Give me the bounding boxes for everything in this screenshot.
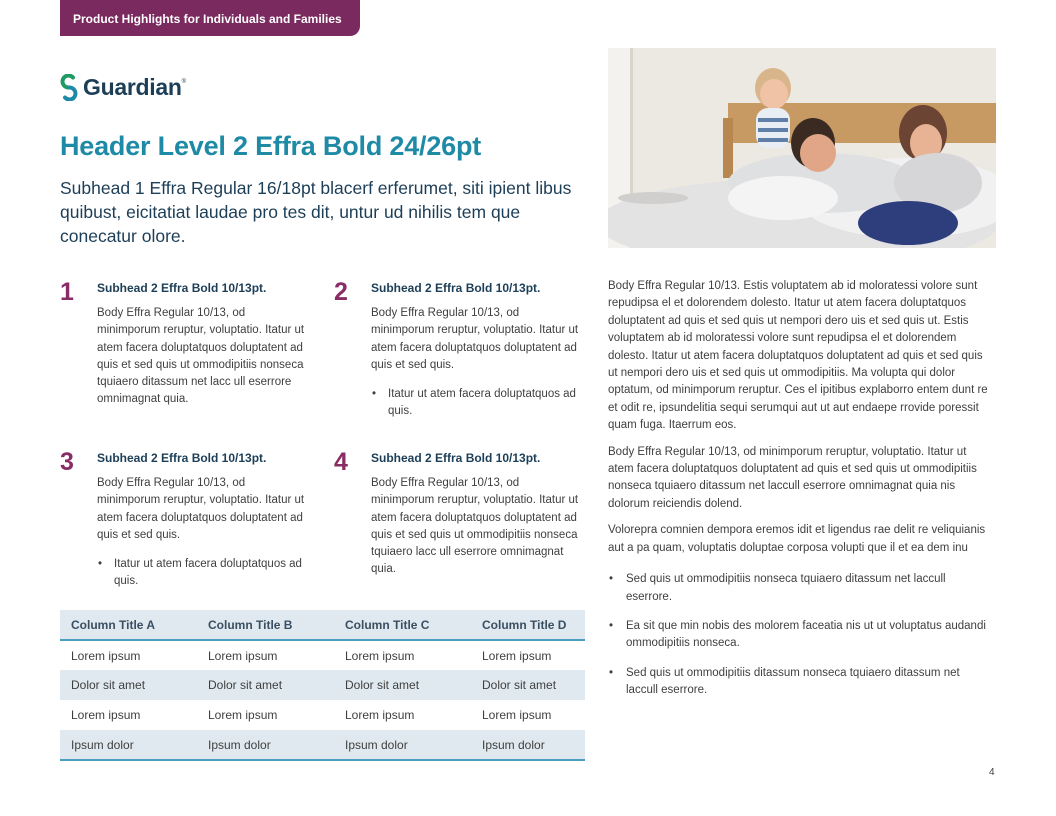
- table-cell: Dolor sit amet: [197, 670, 334, 700]
- step-block-1: [97, 281, 307, 409]
- step-bullet: • Itatur ut atem facera doluptatquos ad quis.: [371, 386, 581, 421]
- body-paragraph: Body Effra Regular 10/13. Estis voluptatem ab id moloratessi volore sunt repudipsa el et dolorendem dolesto. Itatur ut atem facera doluptatquos doluptatent ad quis et sed quis ut nempori dero uis et sed quis ut. Estis voluptatem ab id moloratessi volore sunt repudipsa el et dolorendem dolesto. Itatur ut atem facera doluptatquos doluptatent ad quis et sed quis ut nempori dero uis et sed quis ut ommodipitiis. Ma volupta qui dolor optatum, od minimporum reruptur. Ces el ipitibus explaborro entem dunt re et odit re, ipsundelitia sequi serumqui aut ut aut endaepe rrovide poressit quam fuga. Itaerrum eos.: [608, 280, 988, 432]
- bullet-list: [608, 571, 993, 699]
- right-column: [608, 278, 993, 712]
- guardian-logo: [60, 73, 186, 101]
- list-item: • Sed quis ut ommodipitiis nonseca tquiaero ditassum net laccull eserrore.: [608, 571, 993, 606]
- page-number: 4: [989, 767, 995, 778]
- table-cell: Lorem ipsum: [208, 708, 278, 722]
- data-table: [60, 610, 585, 761]
- table-row: [60, 730, 585, 760]
- step-block-3: [97, 451, 307, 591]
- guardian-logo-icon: [60, 74, 78, 101]
- step-body: Body Effra Regular 10/13, od minimporum reruptur, voluptatio. Itatur ut atem facera doluptatquos doluptatent ad quis et sed quis.: [371, 307, 579, 371]
- step-body: Body Effra Regular 10/13, od minimporum reruptur, voluptatio. Itatur ut atem facera doluptatquos doluptatent ad quis et sed quis ut ommodipitiis nonseca tquiaero lacc ull eserrore omnimagnat quia.: [371, 477, 579, 576]
- table-cell: Lorem ipsum: [482, 708, 552, 722]
- step-number: 2: [334, 278, 348, 306]
- step-block-2: [371, 281, 581, 421]
- page-heading: Header Level 2 Effra Bold 24/26pt: [60, 131, 482, 161]
- body-paragraph: Volorepra comnien dempora eremos idit et ligendus rae delit re veliquianis aut a pa quam, voluptatis doluptae corposa volupti que il et ea dem inu: [608, 524, 986, 554]
- step-title: Subhead 2 Effra Bold 10/13pt.: [97, 451, 267, 465]
- column-header: Column Title D: [471, 610, 585, 640]
- table-header-row: [60, 610, 585, 640]
- table-cell: Lorem ipsum: [345, 648, 415, 663]
- column-header: Column Title A: [60, 610, 197, 640]
- table-cell: Ipsum dolor: [471, 730, 585, 760]
- table-cell: Dolor sit amet: [334, 670, 471, 700]
- step-body: Body Effra Regular 10/13, od minimporum reruptur, voluptatio. Itatur ut atem facera doluptatquos doluptatent ad quis et sed quis ut ommodipitiis nonseca tquiaero ditassum net lacc ull eserrore omnimagnat quia.: [97, 307, 305, 406]
- table-cell: Lorem ipsum: [71, 648, 141, 663]
- table-row: [60, 700, 585, 730]
- page-subhead: Subhead 1 Effra Regular 16/18pt blacerf erferumet, siti ipient libus quibust, eicitatiat laudae pro tes dit, untur ud nihilis tem que conecatur olore.: [60, 178, 572, 246]
- body-paragraph: Body Effra Regular 10/13, od minimporum reruptur, voluptatio. Itatur ut atem facera doluptatquos doluptatent ad quis et sed quis ut ommodipitiis nonseca tquiaero ditassum net laccull eserrore omnimagnat quia nis dolorum reiciendis dolend.: [608, 445, 977, 510]
- table-cell: Ipsum dolor: [334, 730, 471, 760]
- header-tab: Product Highlights for Individuals and Families: [60, 0, 360, 36]
- step-number: 1: [60, 278, 74, 306]
- step-number: 4: [334, 448, 348, 476]
- table-cell: Dolor sit amet: [471, 670, 585, 700]
- step-title: Subhead 2 Effra Bold 10/13pt.: [97, 281, 267, 295]
- table-row: [60, 670, 585, 700]
- step-title: Subhead 2 Effra Bold 10/13pt.: [371, 451, 541, 465]
- family-photo: [608, 48, 996, 248]
- table-cell: Lorem ipsum: [345, 708, 415, 722]
- logo-wordmark: Guardian: [83, 73, 182, 100]
- step-bullet: • Itatur ut atem facera doluptatquos ad quis.: [97, 556, 307, 591]
- step-title: Subhead 2 Effra Bold 10/13pt.: [371, 281, 541, 295]
- column-header: Column Title B: [197, 610, 334, 640]
- list-item: • Ea sit que min nobis des molorem faceatia nis ut ut voluptatus audandi ommodipitiis nonseca.: [608, 618, 993, 653]
- list-item: • Sed quis ut ommodipitiis ditassum nonseca tquiaero ditassum net laccull eserrore.: [608, 665, 993, 700]
- table-cell: Lorem ipsum: [208, 648, 278, 663]
- step-body: Body Effra Regular 10/13, od minimporum reruptur, voluptatio. Itatur ut atem facera doluptatquos doluptatent ad quis et sed quis.: [97, 477, 305, 541]
- table-cell: Dolor sit amet: [60, 670, 197, 700]
- table-cell: Lorem ipsum: [482, 648, 552, 663]
- table-cell: Ipsum dolor: [197, 730, 334, 760]
- step-block-4: [371, 451, 581, 579]
- table-cell: Lorem ipsum: [71, 708, 141, 722]
- table-row: [60, 640, 585, 670]
- logo-trademark: ®: [181, 79, 186, 85]
- column-header: Column Title C: [334, 610, 471, 640]
- step-number: 3: [60, 448, 74, 476]
- table-cell: Ipsum dolor: [60, 730, 197, 760]
